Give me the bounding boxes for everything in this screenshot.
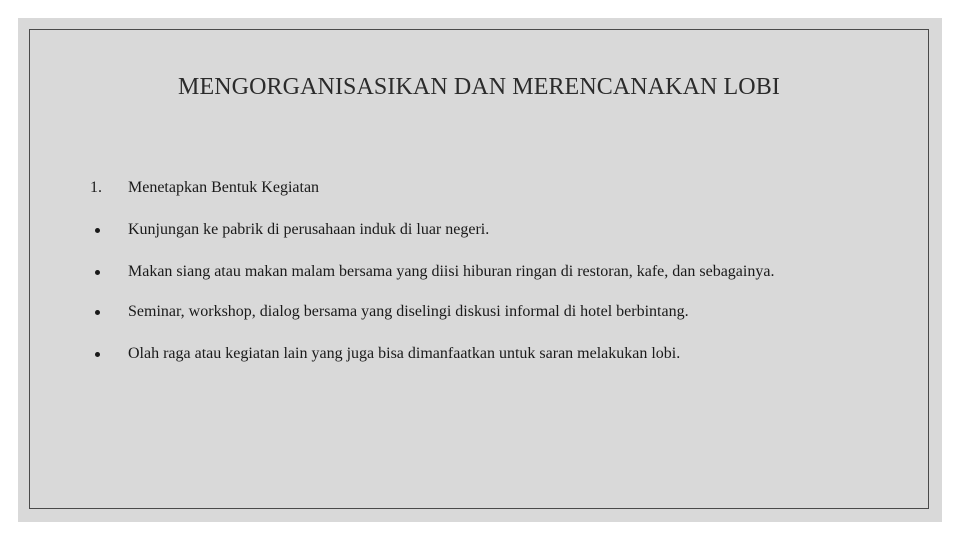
slide — [18, 18, 942, 522]
bullet-item — [90, 220, 910, 240]
bullet-text: Kunjungan ke pabrik di perusahaan induk di luar negeri. — [128, 221, 490, 238]
list-number: 1. — [90, 179, 102, 196]
bullet-text: Makan siang atau makan malam bersama yang diisi hiburan ringan di restoran, kafe, dan sebagainya. — [128, 263, 775, 280]
bullet-icon — [95, 228, 100, 233]
bullet-icon — [95, 270, 100, 275]
slide-frame — [29, 29, 929, 509]
slide-title: MENGORGANISASIKAN DAN MERENCANAKAN LOBI — [178, 74, 780, 100]
bullet-item — [90, 302, 910, 322]
bullet-icon — [95, 352, 100, 357]
numbered-item — [90, 178, 910, 198]
bullet-icon — [95, 310, 100, 315]
bullet-text: Seminar, workshop, dialog bersama yang diselingi diskusi informal di hotel berbintang. — [128, 303, 689, 320]
bullet-item — [90, 344, 910, 364]
numbered-item-text: Menetapkan Bentuk Kegiatan — [128, 179, 320, 196]
slide-content — [90, 178, 910, 362]
bullet-item — [90, 262, 910, 282]
bullet-text: Olah raga atau kegiatan lain yang juga bisa dimanfaatkan untuk saran melakukan lobi. — [128, 345, 681, 362]
